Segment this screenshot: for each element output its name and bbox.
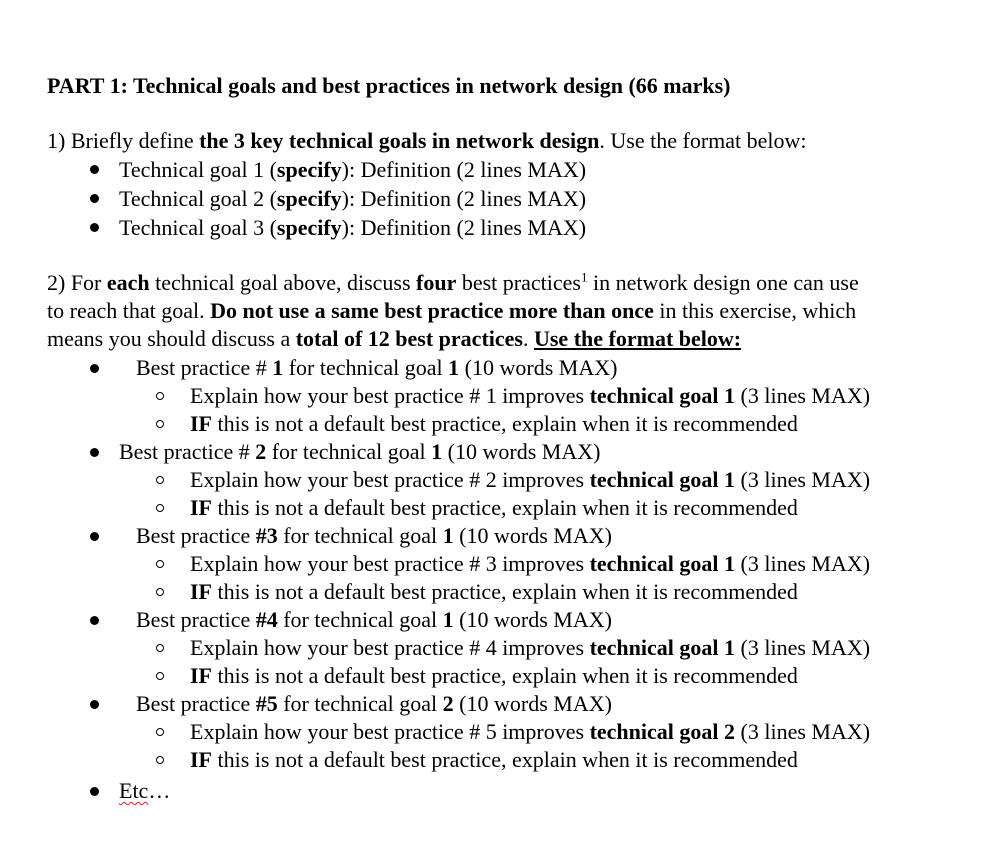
bullet-icon <box>90 165 99 174</box>
sub-item: IF this is not a default best practice, explain when it is recommended <box>190 411 798 436</box>
list-item: Technical goal 1 (specify): Definition (2 lines MAX) <box>119 157 587 182</box>
bullet-icon <box>90 364 99 373</box>
question-2-line-1: 2) For each technical goal above, discuss four best practices$^1$ in network design one can use <box>47 269 859 295</box>
sub-item: IF this is not a default best practice, explain when it is recommended <box>190 579 798 604</box>
spellcheck-word: Etc <box>119 778 149 803</box>
sub-item: Explain how your best practice # 5 improves technical goal 2 (3 lines MAX) <box>190 719 871 744</box>
circle-bullet-icon <box>156 672 164 680</box>
bullet-icon <box>90 194 99 203</box>
best-practice-item: Best practice # 2 for technical goal 1 (10 words MAX) <box>119 439 601 464</box>
list-item: Technical goal 3 (specify): Definition (2 lines MAX) <box>119 215 587 240</box>
circle-bullet-icon <box>156 756 164 764</box>
bullet-icon <box>90 532 99 541</box>
bullet-icon <box>90 787 99 796</box>
circle-bullet-icon <box>156 476 164 484</box>
bullet-icon <box>90 448 99 457</box>
best-practice-item: Best practice #3 for technical goal 1 (10 words MAX) <box>136 523 612 548</box>
etc-item: Etc… <box>119 778 171 803</box>
circle-bullet-icon <box>156 420 164 428</box>
circle-bullet-icon <box>156 644 164 652</box>
sub-item: Explain how your best practice # 2 improves technical goal 1 (3 lines MAX) <box>190 467 871 492</box>
question-2-line-3: means you should discuss a total of 12 best practices. Use the format below: <box>47 326 742 351</box>
best-practice-item: Best practice #4 for technical goal 1 (10 words MAX) <box>136 607 612 632</box>
circle-bullet-icon <box>156 728 164 736</box>
best-practice-item: Best practice # 1 for technical goal 1 (10 words MAX) <box>136 355 618 380</box>
sub-item: Explain how your best practice # 4 improves technical goal 1 (3 lines MAX) <box>190 635 871 660</box>
bullet-icon <box>90 700 99 709</box>
question-2-line-2: to reach that goal. Do not use a same best practice more than once in this exercise, which <box>47 298 857 323</box>
sub-item: Explain how your best practice # 3 improves technical goal 1 (3 lines MAX) <box>190 551 871 576</box>
best-practice-item: Best practice #5 for technical goal 2 (10 words MAX) <box>136 691 612 716</box>
sub-item: IF this is not a default best practice, explain when it is recommended <box>190 495 798 520</box>
sub-item: Explain how your best practice # 1 improves technical goal 1 (3 lines MAX) <box>190 383 871 408</box>
bullet-icon <box>90 616 99 625</box>
page-title: PART 1: Technical goals and best practices in network design (66 marks) <box>47 73 731 98</box>
footnote-marker: 1 <box>580 269 588 285</box>
sub-item: IF this is not a default best practice, explain when it is recommended <box>190 747 798 772</box>
list-item: Technical goal 2 (specify): Definition (2 lines MAX) <box>119 186 587 211</box>
bullet-icon <box>90 223 99 232</box>
question-1: 1) Briefly define the 3 key technical goals in network design. Use the format below: <box>47 128 807 153</box>
circle-bullet-icon <box>156 504 164 512</box>
circle-bullet-icon <box>156 560 164 568</box>
sub-item: IF this is not a default best practice, explain when it is recommended <box>190 663 798 688</box>
circle-bullet-icon <box>156 588 164 596</box>
circle-bullet-icon <box>156 392 164 400</box>
